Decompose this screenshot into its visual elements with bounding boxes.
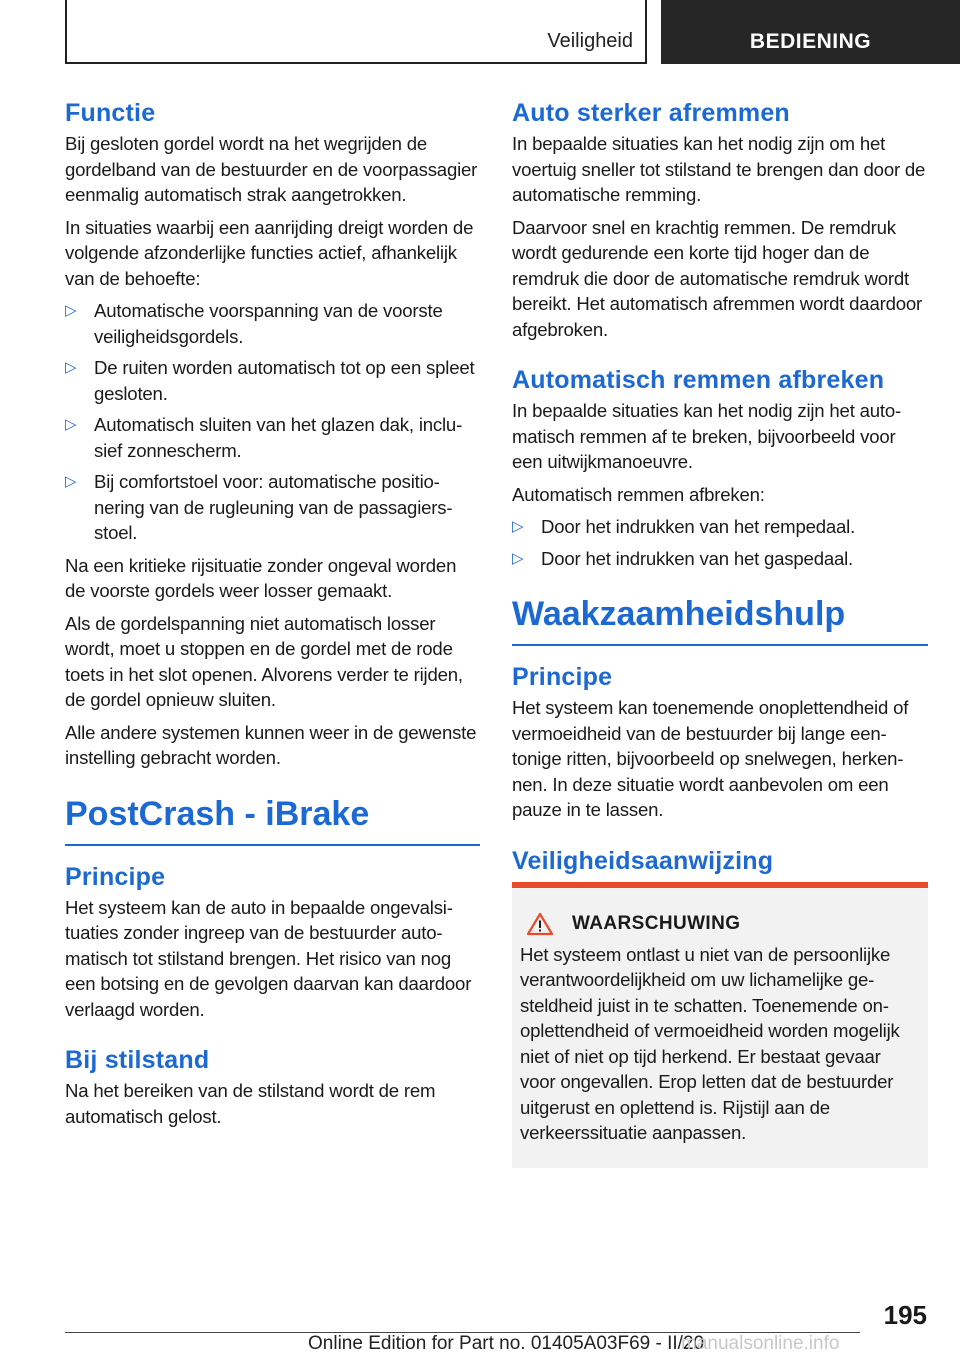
heading-auto-sterker-afremmen: Auto sterker afremmen [512, 99, 790, 127]
footer-edition: Online Edition for Part no. 01405A03F69 - II/20 [308, 1333, 705, 1354]
list-item-text: Door het indrukken van het rempedaal. [541, 516, 856, 537]
list-item [512, 514, 928, 540]
warning-title: WAARSCHUWING [572, 912, 741, 934]
list-item-text: Automatische voorspanning van de voorste veiligheidsgordels. [94, 300, 443, 347]
paragraph: Daarvoor snel en krachtig remmen. De remdruk wordt gedurende een korte tijd hoger dan de remdruk die door de automatische remdruk wordt bereikt. Het automatisch afremmen wordt daardoor afgebroken. [512, 216, 922, 340]
chapter-tab [661, 0, 960, 64]
warning-triangle-icon [526, 912, 554, 936]
list-item-text: Automatisch sluiten van het glazen dak, inclusief zonnescherm. [94, 414, 463, 461]
triangle-bullet-icon: ▷ [65, 416, 77, 433]
list-item [65, 355, 480, 406]
paragraph: Bij gesloten gordel wordt na het wegrijden de gordelband van de bestuurder en de voorpassagier eenmalig automatisch strak aangetrokken. [65, 133, 478, 205]
paragraph: In bepaalde situaties kan het nodig zijn het automatisch remmen af te breken, bijvoorbeeld voor een uitwijkmanoeuvre. [512, 400, 902, 472]
heading-waakzaamheidshulp: Waakzaamheidshulp [512, 594, 928, 646]
paragraph: Het systeem kan de auto in bepaalde ongevalsituaties zonder ingreep van de bestuurder automatisch tot stilstand brengen. Het risico van nog een botsing en de gevolgen daarvan kan daardoor verlaagd worden. [65, 896, 472, 1020]
paragraph: Automatisch remmen afbreken: [512, 483, 765, 505]
paragraph: Als de gordelspanning niet automatisch losser wordt, moet u stoppen en de gordel met de rode toets in het slot openen. Alvorens verder te rijden, de gordel opnieuw sluiten. [65, 612, 463, 710]
section-title: Veiligheid [547, 30, 633, 52]
heading-bij-stilstand: Bij stilstand [65, 1046, 210, 1074]
list-item [65, 298, 480, 349]
warning-text: Het systeem ontlast u niet van de persoonlijke verantwoordelijkheid om uw lichamelijke gesteldheid juist in te schatten. Toenemende onoplettendheid of vermoeidheid worden mogelijk niet of niet op tijd herkend. Er bestaat gevaar voor ongevallen. Erop letten dat de bestuurder uitgerust en oplettend is. Rijstijl aan de verkeerssituatie aanpassen. [520, 943, 900, 1143]
warning-box [512, 882, 928, 1168]
afbreken-list [512, 514, 928, 571]
warning-header [520, 912, 918, 936]
list-item-text: Bij comfortstoel voor: automatische positionering van de rugleuning van de passagiersstoel. [94, 471, 453, 543]
list-item [65, 469, 480, 546]
right-column [512, 98, 928, 1168]
paragraph: In bepaalde situaties kan het nodig zijn om het voertuig sneller tot stilstand te brengen dan door de automatische remming. [512, 133, 926, 205]
watermark: manualsonline.info [681, 1333, 840, 1354]
chapter-title: BEDIENING [749, 30, 872, 53]
paragraph: Na een kritieke rijsituatie zonder ongeval worden de voorste gordels weer losser gemaakt. [65, 554, 457, 601]
heading-postcrash: PostCrash - iBrake [65, 794, 480, 846]
triangle-bullet-icon: ▷ [65, 473, 77, 490]
heading-principe: Principe [65, 862, 166, 891]
triangle-bullet-icon: ▷ [512, 518, 524, 535]
list-item-text: De ruiten worden automatisch tot op een spleet gesloten. [94, 357, 475, 404]
page-number: 195 [883, 1300, 927, 1330]
paragraph: Na het bereiken van de stilstand wordt de rem automatisch gelost. [65, 1080, 436, 1127]
header-frame [65, 0, 647, 64]
triangle-bullet-icon: ▷ [65, 302, 77, 319]
paragraph: Alle andere systemen kunnen weer in de gewenste instelling gebracht worden. [65, 721, 477, 768]
functie-list [65, 298, 480, 546]
heading-functie: Functie [65, 99, 156, 127]
paragraph: In situaties waarbij een aanrijding dreigt worden de volgende afzonderlijke functies actief, afhankelijk van de behoefte: [65, 216, 474, 289]
paragraph: Het systeem kan toenemende onoplettendheid of vermoeidheid van de bestuurder bij lange eentonige ritten, bijvoorbeeld op snelwegen, herkennen. In deze situatie wordt aanbevolen om een pauze in te lassen. [512, 697, 909, 820]
left-column [65, 98, 480, 1136]
list-item-text: Door het indrukken van het gaspedaal. [541, 547, 854, 569]
triangle-bullet-icon: ▷ [512, 549, 524, 567]
triangle-bullet-icon: ▷ [65, 359, 77, 376]
list-item [65, 412, 480, 463]
heading-remmen-afbreken: Automatisch remmen afbreken [512, 366, 885, 394]
heading-principe: Principe [512, 663, 613, 691]
list-item [512, 546, 928, 572]
heading-veiligheidsaanwijzing: Veiligheidsaanwijzing [512, 846, 774, 875]
